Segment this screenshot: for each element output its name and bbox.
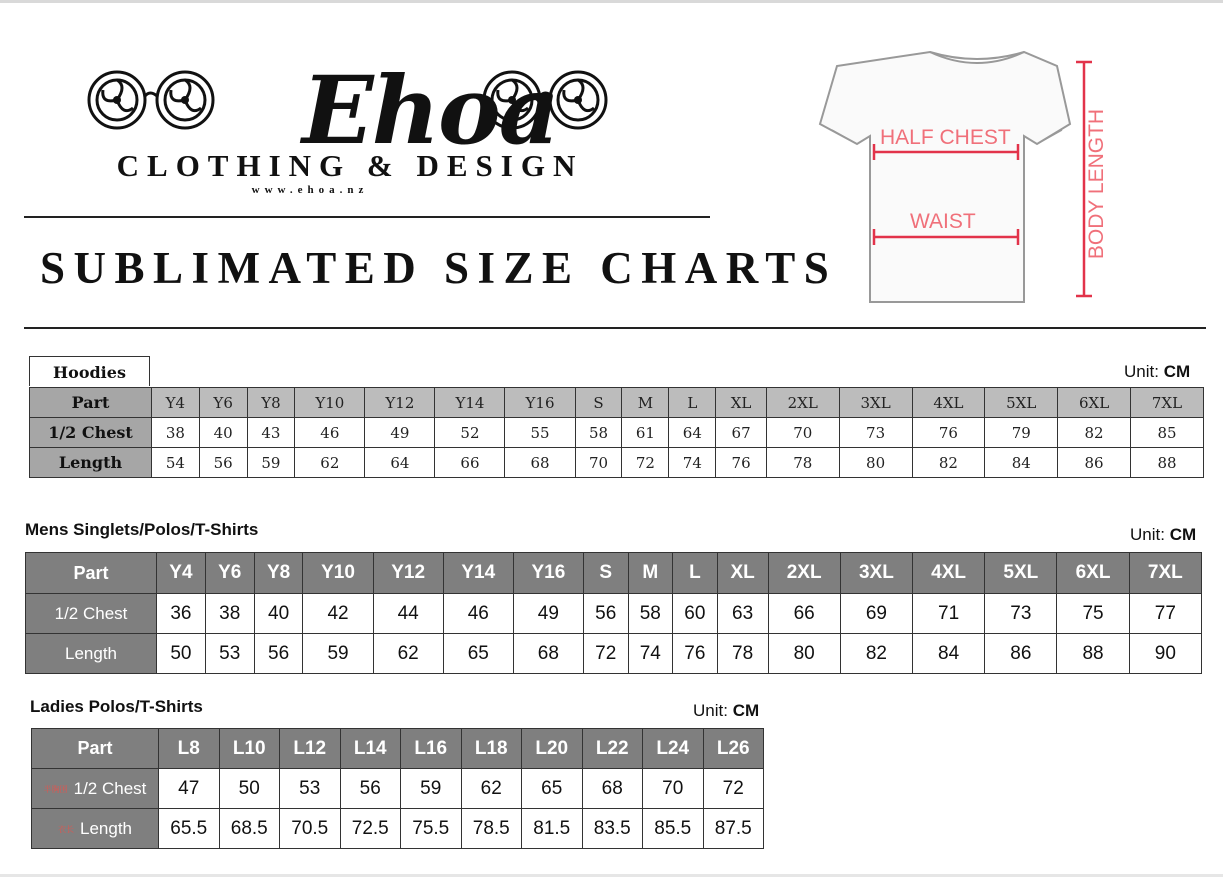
- value-cell: 76: [716, 448, 767, 478]
- size-cell: Y4: [152, 388, 200, 418]
- value-cell: 80: [839, 448, 912, 478]
- value-cell: 62: [461, 769, 522, 809]
- waist-label: WAIST: [910, 210, 976, 233]
- value-cell: 38: [152, 418, 200, 448]
- size-cell: Y4: [157, 553, 206, 594]
- value-cell: 70: [643, 769, 704, 809]
- ladies-size-table: [31, 728, 764, 849]
- ladies-unit: Unit: CM: [693, 701, 760, 720]
- table-row: [26, 553, 1202, 594]
- row-label: Length: [30, 448, 152, 478]
- value-cell: 64: [669, 418, 716, 448]
- size-cell: M: [628, 553, 673, 594]
- size-cell: 7XL: [1130, 388, 1203, 418]
- mens-size-table: [25, 552, 1202, 674]
- value-cell: 56: [340, 769, 401, 809]
- value-cell: 79: [985, 418, 1058, 448]
- value-cell: 36: [157, 594, 206, 634]
- value-cell: 69: [840, 594, 912, 634]
- value-cell: 70.5: [280, 809, 341, 849]
- size-cell: Y10: [303, 553, 373, 594]
- value-cell: 60: [673, 594, 718, 634]
- mens-unit: Unit: CM: [1130, 525, 1197, 544]
- value-cell: 75: [1057, 594, 1129, 634]
- table-row: [32, 729, 764, 769]
- value-cell: 40: [254, 594, 303, 634]
- value-cell: 72: [583, 634, 628, 674]
- size-cell: Y10: [295, 388, 365, 418]
- body-length-label: BODY LENGTH: [1085, 108, 1108, 260]
- value-cell: 82: [912, 448, 985, 478]
- value-cell: 77: [1129, 594, 1201, 634]
- size-cell: Y14: [435, 388, 505, 418]
- value-cell: 75.5: [401, 809, 462, 849]
- half-chest-label: HALF CHEST: [880, 126, 1011, 149]
- value-cell: 50: [157, 634, 206, 674]
- value-cell: 61: [622, 418, 669, 448]
- size-cell: 5XL: [985, 553, 1057, 594]
- value-cell: 81.5: [522, 809, 583, 849]
- value-cell: 76: [673, 634, 718, 674]
- row-label: 衣长 Length: [32, 809, 159, 849]
- value-cell: 49: [513, 594, 583, 634]
- size-cell: Y12: [365, 388, 435, 418]
- value-cell: 59: [303, 634, 373, 674]
- size-cell: Y6: [205, 553, 254, 594]
- size-cell: L12: [280, 729, 341, 769]
- value-cell: 86: [985, 634, 1057, 674]
- value-cell: 59: [247, 448, 295, 478]
- size-cell: L22: [582, 729, 643, 769]
- value-cell: 46: [443, 594, 513, 634]
- brand-logo: [80, 36, 620, 206]
- value-cell: 76: [912, 418, 985, 448]
- value-cell: 80: [768, 634, 840, 674]
- value-cell: 88: [1057, 634, 1129, 674]
- value-cell: 78.5: [461, 809, 522, 849]
- value-cell: 90: [1129, 634, 1201, 674]
- brand-url: www.ehoa.nz: [251, 184, 369, 196]
- value-cell: 87.5: [703, 809, 764, 849]
- value-cell: 38: [205, 594, 254, 634]
- size-cell: 4XL: [913, 553, 985, 594]
- size-cell: L18: [461, 729, 522, 769]
- value-cell: 54: [152, 448, 200, 478]
- value-cell: 62: [373, 634, 443, 674]
- size-cell: L14: [340, 729, 401, 769]
- size-cell: L10: [219, 729, 280, 769]
- value-cell: 56: [199, 448, 247, 478]
- row-label: 1/2 Chest: [26, 594, 157, 634]
- value-cell: 70: [575, 448, 622, 478]
- size-cell: S: [575, 388, 622, 418]
- mens-title: Mens Singlets/Polos/T-Shirts: [25, 520, 259, 539]
- value-cell: 46: [295, 418, 365, 448]
- row-label: 1/2 Chest: [30, 418, 152, 448]
- value-cell: 68: [505, 448, 575, 478]
- size-cell: L26: [703, 729, 764, 769]
- size-cell: 3XL: [840, 553, 912, 594]
- size-cell: 4XL: [912, 388, 985, 418]
- value-cell: 50: [219, 769, 280, 809]
- size-cell: S: [583, 553, 628, 594]
- value-cell: 78: [766, 448, 839, 478]
- row-label: 半胸围 1/2 Chest: [32, 769, 159, 809]
- size-cell: 6XL: [1058, 388, 1131, 418]
- size-cell: L16: [401, 729, 462, 769]
- size-cell: 3XL: [839, 388, 912, 418]
- value-cell: 66: [768, 594, 840, 634]
- value-cell: 84: [913, 634, 985, 674]
- size-cell: Y6: [199, 388, 247, 418]
- value-cell: 82: [840, 634, 912, 674]
- size-cell: L8: [159, 729, 220, 769]
- size-cell: 5XL: [985, 388, 1058, 418]
- value-cell: 65: [522, 769, 583, 809]
- value-cell: 85: [1130, 418, 1203, 448]
- value-cell: 65: [443, 634, 513, 674]
- size-cell: Y14: [443, 553, 513, 594]
- value-cell: 56: [583, 594, 628, 634]
- hoodies-size-table: [29, 387, 1204, 478]
- tshirt-diagram: [812, 44, 1142, 314]
- value-cell: 72: [622, 448, 669, 478]
- value-cell: 78: [717, 634, 768, 674]
- value-cell: 66: [435, 448, 505, 478]
- size-cell: 6XL: [1057, 553, 1129, 594]
- value-cell: 55: [505, 418, 575, 448]
- value-cell: 68.5: [219, 809, 280, 849]
- table-row: [30, 448, 1204, 478]
- hoodies-title: Hoodies: [29, 356, 150, 386]
- value-cell: 65.5: [159, 809, 220, 849]
- row-label: Length: [26, 634, 157, 674]
- ladies-title: Ladies Polos/T-Shirts: [30, 697, 203, 716]
- value-cell: 74: [669, 448, 716, 478]
- header-part: Part: [26, 553, 157, 594]
- row-label-cn: 衣长: [58, 824, 74, 834]
- value-cell: 82: [1058, 418, 1131, 448]
- value-cell: 68: [513, 634, 583, 674]
- value-cell: 67: [716, 418, 767, 448]
- value-cell: 86: [1058, 448, 1131, 478]
- row-label-cn: 半胸围: [43, 784, 68, 794]
- value-cell: 47: [159, 769, 220, 809]
- table-row: [32, 809, 764, 849]
- size-cell: L: [673, 553, 718, 594]
- value-cell: 59: [401, 769, 462, 809]
- size-cell: 2XL: [766, 388, 839, 418]
- size-cell: Y12: [373, 553, 443, 594]
- size-cell: 7XL: [1129, 553, 1201, 594]
- size-cell: Y8: [247, 388, 295, 418]
- size-cell: XL: [717, 553, 768, 594]
- value-cell: 49: [365, 418, 435, 448]
- value-cell: 68: [582, 769, 643, 809]
- size-cell: Y16: [505, 388, 575, 418]
- header-part: Part: [32, 729, 159, 769]
- value-cell: 44: [373, 594, 443, 634]
- value-cell: 40: [199, 418, 247, 448]
- brand-subtitle: CLOTHING & DESIGN: [116, 148, 584, 183]
- value-cell: 52: [435, 418, 505, 448]
- top-border: [0, 0, 1223, 3]
- value-cell: 58: [575, 418, 622, 448]
- size-cell: Y8: [254, 553, 303, 594]
- table-row: [30, 388, 1204, 418]
- value-cell: 72.5: [340, 809, 401, 849]
- hoodies-unit: Unit: CM: [1124, 362, 1191, 381]
- table-row: [26, 594, 1202, 634]
- value-cell: 58: [628, 594, 673, 634]
- value-cell: 63: [717, 594, 768, 634]
- size-cell: L20: [522, 729, 583, 769]
- value-cell: 83.5: [582, 809, 643, 849]
- brand-name: Ehoa: [302, 56, 558, 166]
- size-cell: XL: [716, 388, 767, 418]
- size-cell: 2XL: [768, 553, 840, 594]
- value-cell: 43: [247, 418, 295, 448]
- value-cell: 70: [766, 418, 839, 448]
- value-cell: 53: [280, 769, 341, 809]
- value-cell: 73: [839, 418, 912, 448]
- value-cell: 85.5: [643, 809, 704, 849]
- value-cell: 74: [628, 634, 673, 674]
- table-row: [32, 769, 764, 809]
- value-cell: 84: [985, 448, 1058, 478]
- value-cell: 88: [1130, 448, 1203, 478]
- table-row: [30, 418, 1204, 448]
- divider-main: [24, 327, 1206, 329]
- value-cell: 64: [365, 448, 435, 478]
- size-cell: L: [669, 388, 716, 418]
- table-row: [26, 634, 1202, 674]
- size-cell: Y16: [513, 553, 583, 594]
- size-cell: M: [622, 388, 669, 418]
- value-cell: 62: [295, 448, 365, 478]
- value-cell: 72: [703, 769, 764, 809]
- page-title: SUBLIMATED SIZE CHARTS: [40, 243, 838, 293]
- value-cell: 56: [254, 634, 303, 674]
- value-cell: 73: [985, 594, 1057, 634]
- divider-top: [24, 216, 710, 218]
- value-cell: 42: [303, 594, 373, 634]
- body-length-label-wrap: [1087, 102, 1107, 262]
- value-cell: 53: [205, 634, 254, 674]
- header-part: Part: [30, 388, 152, 418]
- value-cell: 71: [913, 594, 985, 634]
- size-cell: L24: [643, 729, 704, 769]
